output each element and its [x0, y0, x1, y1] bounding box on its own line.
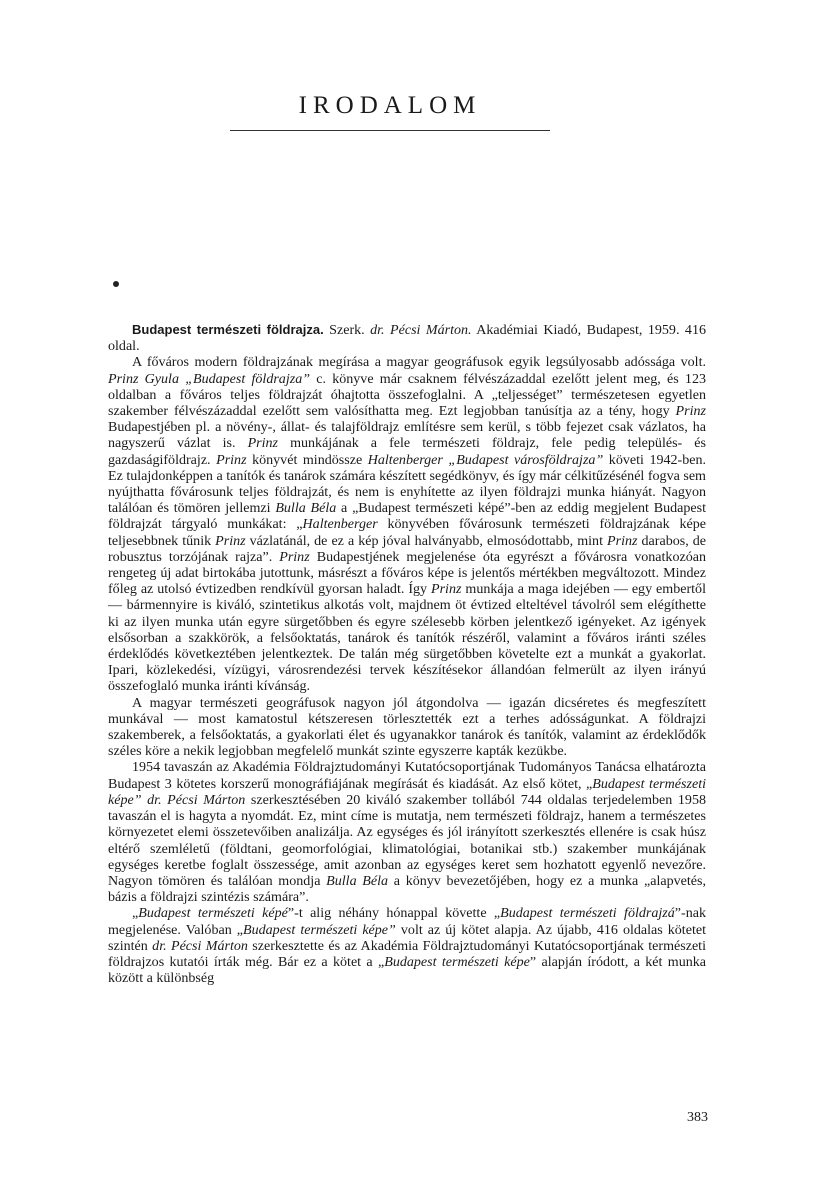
page-title: IRODALOM — [298, 92, 482, 119]
paragraph: A magyar természeti geográfusok nagyon jól átgondolva — igazán dicséretes és megfeszített munkával — most kamatostul kétszeresen törlesztették ezt a terhes adósságunkat. A földrajzi szakemberek, a felsőoktatás, a gyakorlati élet és ugyanakkor tanárok és tanítók, valamint az érdeklődők széles köre a nekik legjobban megfelelő munkát szinte egyszerre kapták kezükbe. — [108, 694, 706, 760]
paragraph: A főváros modern földrajzának megírása a magyar geográfusok egyik legsúlyosabb adóssága volt. Prinz Gyula „Budapest földrajza” c. könyve már csaknem félvészázaddal ezelőtt jelent meg, és 123 oldalban a főváros teljes földrajzát óhajtotta összefoglalni. A „teljességet” természetesen egyetlen szakember félvészázaddal ezelőtt sem valósíthatta meg. Ezt legjobban tanúsítja az a tény, hogy Prinz Budapestjében pl. a növény-, állat- és talajföldrajz említésre sem kerül, s több fejezet csak vázlatos, ha nagyszerű vázlat is. Prinz munkájának a fele természeti földrajz, fele pedig település- és gazdaságiföldrajz. Prinz könyvét mindössze Haltenberger „Budapest városföldrajza” követi 1942-ben. Ez tulajdonképpen a tanítók és tanárok számára készített segédkönyv, és így már célkitűzésénél fogva sem nyújthatta fővárosunk teljes földrajzát, és nem is enyhítette az ilyen földrajzi munka hiányát. Nagyon találóan és tömören jellemzi Bulla Béla a „Budapest természeti képé”-ben az eddig megjelent Budapest földrajzát tárgyaló munkákat: „Haltenberger könyvében fővárosunk természeti földrajzának képe teljesebbnek tűnik Prinz vázlatánál, de ez a kép jóval halványabb, elmosódottabb, mint Prinz darabos, de robusztus torzójának rajza”. Prinz Budapestjének megjelenése óta egyrészt a fővárosra vonatkozóan rengeteg új adat birtokába jutottunk, másrészt a főváros képe is jelentős mértékben megváltozott. Mindez főleg az utolsó évtizedben rendkívül gyorsan haladt. Így Prinz munkája a maga idejében — egy embertől — bármennyire is kiváló, szintetikus alkotás volt, majdnem öt évtized elteltével távolról sem elégíthette ki az ilyen munka után egyre sürgetőbben és egyre szélesebb körben jelentkező igényeket. Az igények elsősorban a szakkörök, a felsőoktatás, tanárok és tanítók részéről, valamint a főváros iránti széles érdeklődés következtében jelentkeztek. De talán még sürgetőbben követelte ezt a munkát a gyakorlat. Ipari, közlekedési, vízügyi, városrendezési tervek készítésekor állandóan felmerült az ilyen irányú összefoglaló munka iránti kívánság. — [108, 354, 707, 695]
citation-paragraph: Budapest természeti földrajza. Szerk. dr. Pécsi Márton. Akadémiai Kiadó, Budapest, 1959. 416 oldal. — [108, 322, 706, 355]
article-body — [108, 322, 706, 986]
margin-dot — [113, 281, 119, 287]
paragraph: „Budapest természeti képé”-t alig néhány hónappal követte „Budapest természeti földrajzá”-nak megjelenése. Valóban „Budapest természeti képe” volt az új kötet alapja. Az újabb, 416 oldalas kötetet szintén dr. Pécsi Márton szerkesztette és az Akadémia Földrajztudományi Kutatócsoportjának természeti földrajzos kutatói írták még. Bár ez a kötet a „Budapest természeti képe” alapján íródott, a két munka között a különbség — [108, 905, 707, 987]
title-underline — [230, 130, 550, 131]
paragraph: 1954 tavaszán az Akadémia Földrajztudományi Kutatócsoportjának Tudományos Tanácsa elhatározta Budapest 3 kötetes korszerű monográfiájának megírását és kiadását. Az első kötet, „Budapest természeti képe” dr. Pécsi Márton szerkesztésében 20 kiváló szakember tollából 744 oldalas terjedelemben 1958 tavaszán el is hagyta a nyomdát. Ez, mint címe is mutatja, nem természeti földrajz, hanem a természetes környezetet elemi összetevőiben analizálja. Az egységes és jól irányított szerkesztés ellenére is csak húsz eltérő szemléletű (földtani, geomorfológiai, klimatológiai, botanikai stb.) szakember munkájának egységes keretbe foglalt összessége, amit azonban az egységes keret sem hozhatott egyenlő nevezőre. Nagyon tömören és találóan mondja Bulla Béla a könyv bevezetőjében, hogy ez a munka „alapvetés, bázis a földrajzi szintézis számára”. — [108, 759, 707, 906]
page-number: 383 — [687, 1110, 708, 1125]
